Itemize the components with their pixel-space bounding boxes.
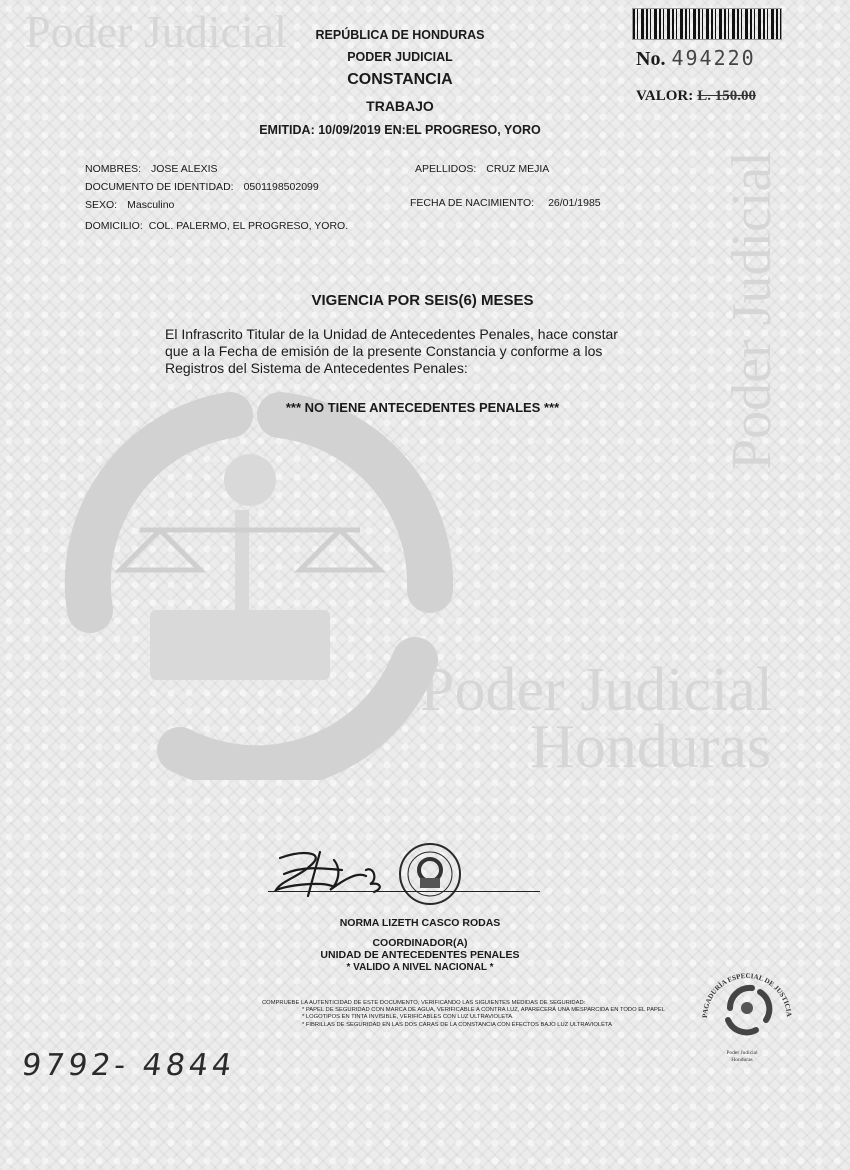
document-purpose: TRABAJO: [366, 98, 434, 114]
field-sexo: [85, 199, 174, 211]
security-note-line: * PAPEL DE SEGURIDAD CON MARCA DE AGUA, VERIFICABLE A CONTRA LUZ, APARECERÁ UNA MESPARCIDA EN TODO EL PAPEL: [302, 1007, 665, 1014]
stamp-ring-text: PAGADURÍA ESPECIAL DE JUSTICIA: [700, 971, 794, 1019]
watermark-center-line2: Honduras: [530, 713, 772, 781]
validity-heading: VIGENCIA POR SEIS(6) MESES: [311, 292, 534, 309]
validity-note: * VALIDO A NIVEL NACIONAL *: [346, 962, 494, 973]
field-documento: [85, 181, 319, 193]
value-domicilio: COL. PALERMO, EL PROGRESO, YORO.: [148, 220, 349, 232]
judicial-emblem-watermark: [30, 360, 470, 780]
label-nacimiento: FECHA DE NACIMIENTO:: [410, 197, 535, 209]
signature-and-seal: [262, 840, 472, 910]
header-institution: PODER JUDICIAL: [347, 50, 453, 64]
certification-line: que a la Fecha de emisión de la presente Constancia y conforme a los: [165, 343, 603, 359]
label-sexo: SEXO:: [85, 199, 118, 211]
value-documento: 0501198502099: [243, 181, 319, 193]
signatory-title: COORDINADOR(A): [372, 937, 468, 949]
label-documento: DOCUMENTO DE IDENTIDAD:: [85, 181, 234, 193]
field-nombres: [85, 163, 218, 175]
label-apellidos: APELLIDOS:: [415, 163, 477, 175]
value-apellidos: CRUZ MEJIA: [486, 163, 550, 175]
serial-prefix: No.: [636, 48, 666, 70]
stamp-caption-line2: Honduras: [731, 1057, 753, 1063]
security-verification-notes: [262, 1000, 732, 1029]
security-note-line: * FIBRILLAS DE SEGURIDAD EN LAS DOS CARAS DE LA CONSTANCIA CON EFECTOS BAJO LUZ ULTRAVIOLETA: [302, 1021, 612, 1028]
issue-info: EMITIDA: 10/09/2019 EN:EL PROGRESO, YORO: [259, 123, 541, 137]
watermark-side: Poder Judicial: [721, 151, 783, 470]
security-note-line: * LOGOTIPOS EN TINTA INVISIBLE, VERIFICABLES CON LUZ ULTRAVIOLETA.: [302, 1014, 514, 1021]
fee-label: VALOR:: [636, 88, 694, 104]
signature-line: [268, 891, 540, 892]
signatory-unit: UNIDAD DE ANTECEDENTES PENALES: [320, 949, 520, 961]
certification-line: El Infrascrito Titular de la Unidad de Antecedentes Penales, hace constar: [165, 326, 618, 342]
handwritten-signature: [276, 852, 380, 896]
criminal-record-status: *** NO TIENE ANTECEDENTES PENALES ***: [285, 400, 560, 415]
watermark-center-line1: Poder Judicial: [420, 656, 773, 724]
watermark-top: Poder Judicial: [25, 6, 287, 57]
stamp-caption-line1: Poder Judicial: [726, 1050, 758, 1056]
value-nombres: JOSE ALEXIS: [151, 163, 218, 175]
signatory-name: NORMA LIZETH CASCO RODAS: [339, 917, 501, 929]
official-seal: [400, 844, 460, 904]
field-domicilio: [85, 220, 348, 232]
payment-stamp: [692, 958, 802, 1054]
header-republic: REPÚBLICA DE HONDURAS: [315, 28, 485, 42]
stamp-caption: [712, 1050, 772, 1064]
field-apellidos: [415, 163, 549, 175]
handwritten-phone-number: 9792- 4844: [19, 1048, 238, 1083]
fee-amount: L. 150.00: [697, 88, 756, 104]
field-nacimiento: [410, 197, 601, 209]
certification-line: Registros del Sistema de Antecedentes Penales:: [165, 360, 468, 376]
document-title: CONSTANCIA: [347, 71, 453, 88]
certification-text: [165, 326, 705, 377]
value-nacimiento: 26/01/1985: [548, 197, 601, 209]
serial-value: 494220: [671, 46, 756, 70]
label-nombres: NOMBRES:: [85, 163, 142, 175]
value-sexo: Masculino: [127, 199, 175, 211]
label-domicilio: DOMICILIO:: [85, 220, 143, 232]
security-note-line: COMPRUEBE LA AUTENTICIDAD DE ESTE DOCUMENTO, VERIFICANDO LAS SIGUIENTES MEDIDAS DE SEGURIDAD:: [262, 1000, 586, 1006]
